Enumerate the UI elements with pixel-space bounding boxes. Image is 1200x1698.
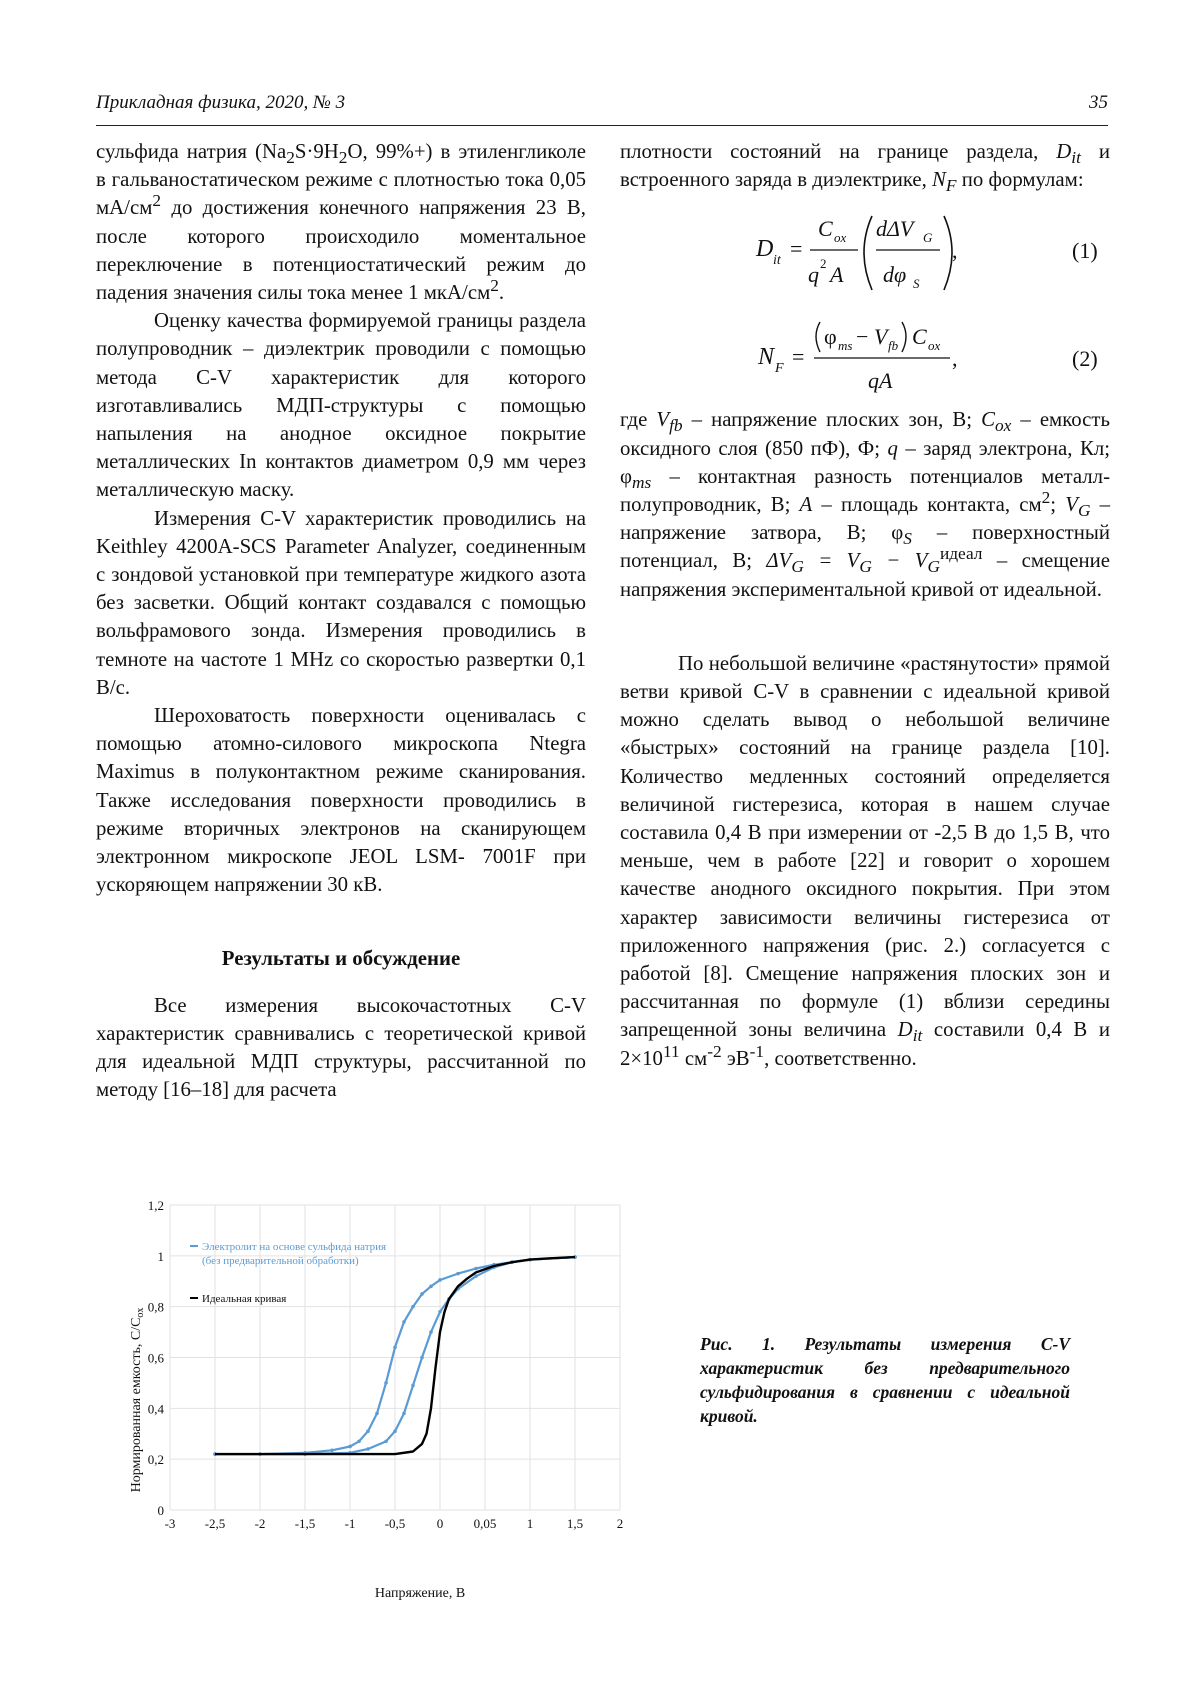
data-point	[375, 1412, 379, 1416]
svg-text:2: 2	[820, 256, 827, 272]
paragraph: сульфида натрия ($Na_2S\cdot 9H_2O$, 99%+) в этиленгликоле в гальваностатическом режиме с плотностью тока 0,05 $мА/см^2$ до достижения конечного напряжения 23 В, после которого происходило моментальное переключение в потенциостатический режим до падения значения силы тока менее 1 мкА/$см^2$.	[96, 140, 586, 305]
running-header	[96, 92, 1108, 120]
svg-text:dΔV: dΔV	[876, 216, 914, 242]
paragraph: где $V_{fb}$ – напряжение плоских зон, В; $C_{ox}$ – емкость оксидного слоя (850 пФ), Ф; q – заряд электрона, Кл; $\varphi_{ms}$ – контактная разность потенциалов металл-полупроводник, В; A – площадь контакта, $см^2$; $V_G$ – напряжение затвора, В; $\varphi_S$ – поверхностный потенциал, В; $\Delta V_G = V_G - V_G^{идеал}$ – смещение напряжения экспериментальной кривой от идеальной.	[620, 408, 1111, 601]
y-tick-label: 0,2	[147, 1452, 164, 1468]
header-divider	[96, 125, 1108, 126]
data-point	[393, 1429, 397, 1433]
svg-text:fb: fb	[888, 338, 899, 354]
legend-label-electrolyte: Электролит на основе сульфида натрия	[202, 1241, 387, 1253]
paragraph: Шероховатость поверхности оценивалась с помощью атомно-силового микроскопа Ntegra Maximus в полуконтактном режиме сканирования. Также исследования поверхности проводились в режиме вторичных электронов на сканирующем электронном микроскопе JEOL LSM- 7001F при ускоряющем напряжении 30 кВ.	[96, 704, 586, 897]
y-tick-label: 0,4	[147, 1401, 164, 1417]
data-point	[438, 1310, 442, 1314]
svg-text:φ: φ	[824, 324, 837, 350]
right-column	[620, 138, 1110, 1073]
svg-text:it: it	[773, 253, 781, 269]
data-point	[402, 1412, 406, 1416]
svg-text:−: −	[856, 324, 869, 350]
svg-text:ox: ox	[928, 338, 941, 354]
figure-caption: Рис. 1. Результаты измерения C-V характеристик без предварительного сульфидирования в сравнении с идеальной кривой.	[700, 1334, 1070, 1426]
x-tick-label: -1,5	[294, 1516, 316, 1531]
x-tick-label: -0,5	[384, 1516, 406, 1531]
svg-text:ms: ms	[838, 338, 853, 354]
svg-text:=: =	[792, 344, 805, 370]
svg-text:qA: qA	[868, 368, 893, 394]
svg-text:V: V	[874, 324, 888, 350]
x-tick-label: 0	[436, 1516, 444, 1531]
y-tick-label: 1	[157, 1248, 164, 1264]
data-point	[384, 1381, 388, 1385]
x-tick-label: 1	[526, 1516, 534, 1531]
paragraph: Измерения C-V характеристик проводились на Keithley 4200A-SCS Parameter Analyzer, соединенным с зондовой установкой при температуре жидкого азота без засветки. Общий контакт создавался с помощью вольфрамового зонда. Измерения проводились в темноте на частоте 1 MHz со скоростью развертки 0,1 В/с.	[96, 506, 586, 699]
svg-text:,: ,	[952, 346, 958, 372]
x-tick-label: -2,5	[204, 1516, 226, 1531]
data-point	[366, 1447, 370, 1451]
journal-title: Прикладная физика, 2020, № 3	[96, 92, 346, 113]
x-tick-label: -1	[344, 1516, 356, 1531]
svg-text:N: N	[758, 344, 775, 371]
x-tick-label: 1,5	[566, 1516, 584, 1531]
data-point	[474, 1267, 478, 1271]
y-tick-label: 0,6	[147, 1350, 164, 1366]
svg-text:F: F	[775, 361, 784, 377]
data-point	[420, 1292, 424, 1296]
data-point	[330, 1448, 334, 1452]
svg-text:(1): (1)	[1072, 238, 1098, 264]
x-tick-label: -3	[164, 1516, 176, 1531]
svg-text:G: G	[923, 230, 933, 246]
data-point	[357, 1440, 361, 1444]
y-tick-label: 0	[157, 1503, 164, 1518]
svg-text:dφ: dφ	[883, 262, 907, 288]
data-point	[393, 1346, 397, 1350]
data-point	[420, 1356, 424, 1360]
data-point	[411, 1305, 415, 1309]
y-tick-label: 0,8	[147, 1299, 164, 1315]
svg-text:ox: ox	[834, 230, 847, 246]
formula-2	[620, 306, 1110, 406]
paragraph: Все измерения высокочастотных C-V характеристик сравнивались с теоретической кривой для идеальной МДП структуры, рассчитанной по методу [16–18] для расчета	[96, 993, 586, 1102]
svg-text:=: =	[790, 236, 803, 262]
svg-text:q: q	[808, 262, 819, 288]
data-point	[348, 1445, 352, 1449]
section-title: Результаты и обсуждение	[221, 947, 461, 971]
x-axis-label: Напряжение, В	[374, 1586, 466, 1601]
left-column	[96, 138, 586, 1105]
legend-label-ideal: Идеальная кривая	[202, 1293, 287, 1305]
page-number: 35	[1089, 92, 1108, 113]
formula-1	[620, 194, 1110, 306]
legend-label-electrolyte-line2: (без предварительной обработки)	[202, 1255, 359, 1267]
svg-text:,: ,	[952, 238, 958, 264]
x-tick-label: 0,05	[473, 1516, 497, 1531]
svg-text:D: D	[756, 236, 774, 263]
figure-cv-chart	[120, 1185, 680, 1605]
y-axis-label: Нормированная емкость, $C/C_{ox}$	[129, 1307, 146, 1493]
svg-text:C: C	[912, 324, 927, 350]
svg-text:(2): (2)	[1072, 346, 1098, 372]
data-point	[429, 1330, 433, 1334]
y-tick-label: 1,2	[147, 1198, 164, 1213]
data-point	[438, 1278, 442, 1282]
data-point	[366, 1429, 370, 1433]
x-tick-label: -2	[254, 1516, 266, 1531]
data-point	[384, 1440, 388, 1444]
paragraph: Оценку качества формируемой границы раздела полупроводник – диэлектрик проводили с помощью метода C-V характеристик для которого изготавливались МДП-структуры с помощью напыления на анодное оксидное покрытие металлических In контактов диаметром 0,9 мм через металлическую маску.	[96, 309, 586, 502]
x-tick-label: 2	[616, 1516, 624, 1531]
cv-chart-svg	[120, 1185, 680, 1605]
data-point	[411, 1384, 415, 1388]
paragraph: плотности состояний на границе раздела, $D_{it}$ и встроенного заряда в диэлектрике, $N_F$ по формулам:	[620, 140, 1110, 196]
data-point	[456, 1272, 460, 1276]
svg-text:S: S	[913, 276, 920, 292]
data-point	[402, 1320, 406, 1324]
data-point	[474, 1274, 478, 1278]
svg-text:A: A	[830, 262, 844, 288]
data-point	[429, 1285, 433, 1289]
paragraph: По небольшой величине «растянутости» прямой ветви кривой C-V в сравнении с идеальной кривой можно сделать вывод о небольшой величине «быстрых» состояний на границе раздела [10]. Количество медленных состояний определяется величиной гистерезиса, которая в нашем случае составила 0,4 В при измерении от -2,5 В до 1,5 В, что меньше, чем в работе [22] и говорит о хорошем качестве анодного оксидного покрытия. При этом характер зависимости величины гистерезиса от приложенного напряжения (рис. 2.) согласуется с работой [8]. Смещение напряжения плоских зон и рассчитанная по формуле (1) вблизи середины запрещенной зоны величина $D_{it}$ составили 0,4 В и $2\times 10^{11}$ $см^{-2}$ $эВ^{-1}$, соответственно.	[620, 651, 1111, 1070]
svg-text:C: C	[818, 216, 833, 242]
